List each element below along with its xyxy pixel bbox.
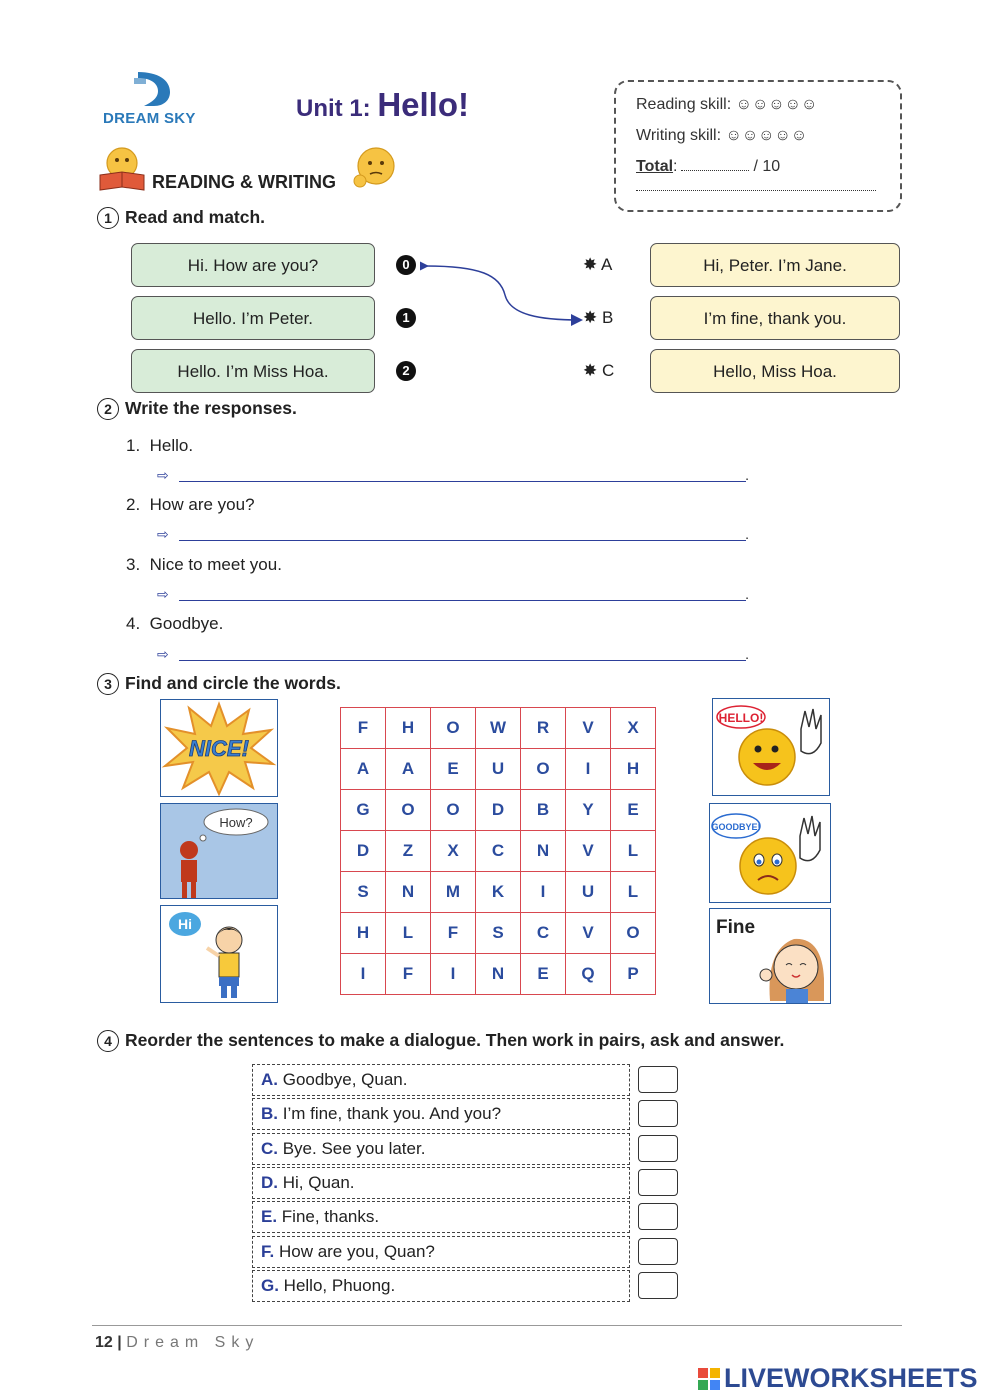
question-1-num: 1. bbox=[126, 436, 141, 455]
grid-cell[interactable]: O bbox=[386, 790, 431, 831]
picture-hello bbox=[712, 698, 830, 796]
arrow-right-icon: ⇨ bbox=[157, 646, 169, 662]
reorder-item-d bbox=[252, 1167, 630, 1199]
grid-cell[interactable]: S bbox=[476, 913, 521, 954]
reading-skill: Reading skill: ☺☺☺☺☺ bbox=[636, 96, 818, 113]
grid-cell[interactable]: Q bbox=[566, 954, 611, 995]
section3-number: 3 bbox=[97, 673, 119, 695]
question-2-text: How are you? bbox=[149, 495, 255, 514]
grid-cell[interactable]: O bbox=[431, 790, 476, 831]
grid-cell[interactable]: O bbox=[521, 749, 566, 790]
grid-cell[interactable]: R bbox=[521, 708, 566, 749]
match-letter-c-text: C bbox=[601, 361, 615, 380]
match-left-2[interactable]: Hello. I’m Miss Hoa. bbox=[131, 349, 375, 393]
star-icon: ✸ bbox=[583, 255, 598, 274]
grid-cell[interactable]: I bbox=[566, 749, 611, 790]
star-icon: ✸ bbox=[583, 361, 598, 380]
grid-cell[interactable]: B bbox=[521, 790, 566, 831]
reorder-letter-f: F. bbox=[261, 1242, 275, 1261]
grid-cell[interactable]: I bbox=[341, 954, 386, 995]
section1-title-text: Read and match. bbox=[125, 207, 266, 227]
grid-cell[interactable]: D bbox=[476, 790, 521, 831]
reorder-text-d: Hi, Quan. bbox=[278, 1173, 355, 1192]
how-label: How? bbox=[219, 815, 253, 830]
grid-cell[interactable]: L bbox=[611, 831, 656, 872]
match-number-0: 0 bbox=[396, 255, 416, 275]
reorder-letter-g: G. bbox=[261, 1276, 279, 1295]
grid-cell[interactable]: Y bbox=[566, 790, 611, 831]
total-line: Total: / 10 bbox=[636, 158, 781, 175]
grid-cell[interactable]: X bbox=[431, 831, 476, 872]
writing-skill: Writing skill: ☺☺☺☺☺ bbox=[636, 127, 808, 144]
grid-cell[interactable]: E bbox=[431, 749, 476, 790]
reorder-text-g: Hello, Phuong. bbox=[278, 1276, 396, 1295]
match-letter-a-text: A bbox=[601, 255, 613, 274]
grid-cell[interactable]: V bbox=[566, 708, 611, 749]
grid-cell[interactable]: U bbox=[476, 749, 521, 790]
total-blank[interactable] bbox=[681, 160, 749, 171]
logo-text: DREAM SKY bbox=[103, 110, 196, 127]
question-1 bbox=[126, 436, 193, 456]
answer-line-2[interactable]: ⇨ . bbox=[157, 526, 749, 542]
question-3-num: 3. bbox=[126, 555, 141, 574]
match-left-0[interactable]: Hi. How are you? bbox=[131, 243, 375, 287]
grid-cell[interactable]: I bbox=[431, 954, 476, 995]
match-right-b[interactable]: I’m fine, thank you. bbox=[650, 296, 900, 340]
reorder-item-f bbox=[252, 1236, 630, 1268]
grid-cell[interactable]: D bbox=[341, 831, 386, 872]
reorder-letter-b: B. bbox=[261, 1104, 278, 1123]
liveworksheets-logo-icon bbox=[698, 1368, 720, 1390]
grid-cell[interactable]: C bbox=[476, 831, 521, 872]
section4-title bbox=[97, 1030, 784, 1052]
unit-name: Hello! bbox=[377, 86, 469, 123]
arrow-right-icon: ⇨ bbox=[157, 467, 169, 483]
reorder-text-a: Goodbye, Quan. bbox=[278, 1070, 408, 1089]
question-4-text: Goodbye. bbox=[149, 614, 224, 633]
grid-cell[interactable]: L bbox=[386, 913, 431, 954]
reorder-text-e: Fine, thanks. bbox=[277, 1207, 380, 1226]
grid-row bbox=[341, 831, 656, 872]
reorder-letter-d: D. bbox=[261, 1173, 278, 1192]
answer-line-4[interactable]: ⇨ . bbox=[157, 646, 749, 662]
section3-title-text: Find and circle the words. bbox=[125, 673, 341, 693]
match-left-1[interactable]: Hello. I’m Peter. bbox=[131, 296, 375, 340]
fine-label: Fine bbox=[716, 917, 756, 938]
total-suffix: / 10 bbox=[753, 158, 781, 175]
footer-brand: Dream Sky bbox=[126, 1334, 260, 1351]
match-example-arrow bbox=[420, 255, 590, 330]
question-2-num: 2. bbox=[126, 495, 141, 514]
picture-how bbox=[160, 803, 278, 899]
order-input-a[interactable] bbox=[638, 1066, 678, 1093]
reorder-item-e bbox=[252, 1201, 630, 1233]
reorder-item-a bbox=[252, 1064, 630, 1096]
thinking-figure-icon bbox=[161, 804, 277, 898]
grid-cell[interactable]: N bbox=[386, 872, 431, 913]
dream-sky-logo-icon bbox=[132, 70, 174, 108]
unit-prefix: Unit 1: bbox=[296, 95, 378, 122]
grid-cell[interactable]: U bbox=[566, 872, 611, 913]
grid-row bbox=[341, 954, 656, 995]
grid-row bbox=[341, 872, 656, 913]
grid-row bbox=[341, 708, 656, 749]
grid-cell[interactable]: S bbox=[341, 872, 386, 913]
section2-number: 2 bbox=[97, 398, 119, 420]
grid-cell[interactable]: X bbox=[611, 708, 656, 749]
grid-cell[interactable]: Z bbox=[386, 831, 431, 872]
grid-cell[interactable]: O bbox=[611, 913, 656, 954]
grid-cell[interactable]: M bbox=[431, 872, 476, 913]
grid-cell[interactable]: H bbox=[341, 913, 386, 954]
section2-title bbox=[97, 398, 297, 420]
arrow-right-icon: ⇨ bbox=[157, 526, 169, 542]
picture-goodbye bbox=[709, 803, 831, 903]
score-box bbox=[614, 80, 902, 212]
reorder-item-b bbox=[252, 1098, 630, 1130]
order-input-e[interactable] bbox=[638, 1203, 678, 1230]
goodbye-emoji-icon bbox=[710, 804, 830, 902]
reorder-item-g bbox=[252, 1270, 630, 1302]
hi-label: Hi bbox=[178, 916, 192, 932]
reorder-text-f: How are you, Quan? bbox=[274, 1242, 435, 1261]
grid-cell[interactable]: A bbox=[341, 749, 386, 790]
footer-divider bbox=[92, 1325, 902, 1326]
grid-cell[interactable]: N bbox=[476, 954, 521, 995]
grid-cell[interactable]: L bbox=[611, 872, 656, 913]
order-input-g[interactable] bbox=[638, 1272, 678, 1299]
boy-waving-icon bbox=[161, 906, 277, 1002]
star-icon: ✸ bbox=[583, 308, 598, 327]
grid-cell[interactable]: G bbox=[341, 790, 386, 831]
grid-cell[interactable]: W bbox=[476, 708, 521, 749]
grid-cell[interactable]: K bbox=[476, 872, 521, 913]
match-number-2: 2 bbox=[396, 361, 416, 381]
question-4 bbox=[126, 614, 223, 634]
page-title bbox=[296, 86, 469, 124]
section1-number: 1 bbox=[97, 207, 119, 229]
reorder-item-c bbox=[252, 1133, 630, 1165]
liveworksheets-watermark: LIVEWORKSHEETS bbox=[724, 1363, 978, 1393]
grid-cell[interactable]: V bbox=[566, 913, 611, 954]
order-input-b[interactable] bbox=[638, 1100, 678, 1127]
answer-line-3[interactable]: ⇨ . bbox=[157, 586, 749, 602]
match-right-c[interactable]: Hello, Miss Hoa. bbox=[650, 349, 900, 393]
explosion-icon bbox=[161, 700, 277, 796]
picture-fine bbox=[709, 908, 831, 1004]
picture-nice bbox=[160, 699, 278, 797]
grid-cell[interactable]: P bbox=[611, 954, 656, 995]
footer bbox=[95, 1334, 259, 1352]
grid-row bbox=[341, 749, 656, 790]
answer-line-1[interactable]: ⇨ . bbox=[157, 467, 749, 483]
total-label: Total bbox=[636, 158, 674, 175]
section2-title-text: Write the responses. bbox=[125, 398, 297, 418]
question-3-text: Nice to meet you. bbox=[149, 555, 282, 574]
question-2 bbox=[126, 495, 255, 515]
order-input-d[interactable] bbox=[638, 1169, 678, 1196]
picture-hi bbox=[160, 905, 278, 1003]
match-letter-c bbox=[583, 361, 614, 381]
grid-cell[interactable]: F bbox=[341, 708, 386, 749]
grid-row bbox=[341, 913, 656, 954]
grid-cell[interactable]: H bbox=[611, 749, 656, 790]
score-dotted-line bbox=[636, 190, 876, 191]
section4-title-text: Reorder the sentences to make a dialogue. Then work in pairs, ask and answer. bbox=[125, 1030, 785, 1050]
grid-cell[interactable]: E bbox=[521, 954, 566, 995]
page-number: 12 bbox=[95, 1334, 113, 1351]
hello-emoji-icon bbox=[713, 699, 829, 795]
grid-cell[interactable]: N bbox=[521, 831, 566, 872]
match-number-1: 1 bbox=[396, 308, 416, 328]
hello-label: HELLO! bbox=[718, 711, 764, 725]
word-search-grid bbox=[340, 707, 656, 995]
grid-cell[interactable]: I bbox=[521, 872, 566, 913]
grid-cell[interactable]: F bbox=[386, 954, 431, 995]
reorder-text-b: I’m fine, thank you. And you? bbox=[278, 1104, 502, 1123]
question-1-text: Hello. bbox=[149, 436, 194, 455]
grid-cell[interactable]: O bbox=[431, 708, 476, 749]
logo bbox=[132, 70, 174, 108]
question-4-num: 4. bbox=[126, 614, 141, 633]
section1-title bbox=[97, 207, 265, 229]
match-right-a[interactable]: Hi, Peter. I’m Jane. bbox=[650, 243, 900, 287]
reorder-letter-a: A. bbox=[261, 1070, 278, 1089]
section4-number: 4 bbox=[97, 1030, 119, 1052]
order-input-c[interactable] bbox=[638, 1135, 678, 1162]
grid-cell[interactable]: A bbox=[386, 749, 431, 790]
grid-row bbox=[341, 790, 656, 831]
reading-emoji-icon bbox=[98, 145, 146, 191]
goodbye-label: GOODBYE! bbox=[711, 822, 761, 832]
grid-cell[interactable]: H bbox=[386, 708, 431, 749]
order-input-f[interactable] bbox=[638, 1238, 678, 1265]
arrow-right-icon: ⇨ bbox=[157, 586, 169, 602]
grid-cell[interactable]: E bbox=[611, 790, 656, 831]
thinking-emoji-icon bbox=[350, 145, 398, 191]
question-3 bbox=[126, 555, 282, 575]
reorder-text-c: Bye. See you later. bbox=[278, 1139, 426, 1158]
reorder-letter-e: E. bbox=[261, 1207, 278, 1226]
section-heading: READING & WRITING bbox=[152, 172, 336, 192]
reorder-letter-c: C. bbox=[261, 1139, 278, 1158]
fine-girl-icon bbox=[710, 909, 830, 1003]
match-letter-b-text: B bbox=[601, 308, 614, 327]
footer-separator: | bbox=[117, 1334, 122, 1351]
grid-cell[interactable]: V bbox=[566, 831, 611, 872]
grid-cell[interactable]: F bbox=[431, 913, 476, 954]
nice-label: NICE! bbox=[189, 736, 249, 761]
section3-title bbox=[97, 673, 341, 695]
grid-cell[interactable]: C bbox=[521, 913, 566, 954]
